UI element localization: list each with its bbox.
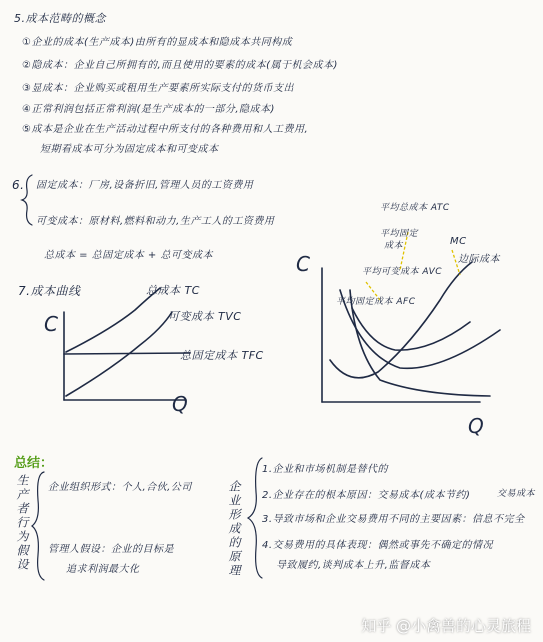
summary-title: 总结： [14, 456, 54, 471]
assumption-line-2: 追求利润最大化 [66, 564, 140, 575]
atc-label: 平均总成本 ATC [380, 203, 450, 213]
section5-item-5: ⑤成本是企业在生产活动过程中所支付的各种费用和人工费用, [22, 124, 309, 135]
assumption-line-1: 管理人假设：企业的目标是 [48, 544, 174, 555]
avc-label: 平均可变成本 AVC [362, 267, 443, 277]
total-cost-formula: 总成本 = 总固定成本 + 总可变成本 [44, 250, 213, 261]
section5-item-3: ③显成本：企业购买或租用生产要素所实际支付的货币支出 [22, 83, 294, 94]
section5-item-1: ①企业的成本(生产成本)由所有的显成本和隐成本共同构成 [22, 37, 293, 48]
section5-item-2: ②隐成本：企业自己所拥有的,而且使用的要素的成本(属于机会成本) [22, 60, 338, 71]
right-chart-x-label: Q [468, 414, 484, 438]
section5-item-4: ④正常利润包括正常利润(是生产成本的一部分,隐成本) [22, 104, 275, 115]
tc-label: 总成本 TC [146, 284, 200, 297]
left-chart-y-label: C [44, 312, 58, 336]
tvc-label: 可变成本 TVC [168, 310, 242, 323]
section5-item-6: 短期看成本可分为固定成本和可变成本 [40, 144, 219, 155]
summary-point-1: 1.企业和市场机制是替代的 [262, 464, 389, 475]
avg-fixed-label-bottom: 成本 [384, 241, 404, 251]
right-chart-y-label: C [296, 252, 310, 276]
section7-heading: 7.成本曲线 [18, 284, 81, 298]
summary-point-2: 2.企业存在的根本原因：交易成本(成本节约) [262, 490, 471, 501]
section5-heading: 5.成本范畴的概念 [14, 12, 106, 25]
variable-cost-text: 可变成本：原材料,燃料和动力,生产工人的工资费用 [36, 216, 275, 227]
org-forms-text: 企业组织形式：个人,合伙,公司 [48, 482, 192, 493]
summary-right-vertical: 企业形成的原理 [227, 480, 241, 578]
mc-label: MC [450, 236, 467, 247]
summary-point-4: 4.交易费用的具体表现：偶然或事先不确定的情况 [262, 540, 494, 551]
avg-fixed-label-top: 平均固定 [380, 229, 419, 239]
summary-left-vertical: 生产者行为假设 [15, 474, 29, 572]
section6-number: 6. [12, 178, 25, 192]
tfc-label: 总固定成本 TFC [180, 349, 264, 362]
summary-point-5: 导致履约,谈判成本上升,监督成本 [276, 560, 431, 571]
zhihu-watermark: 知乎 @小禽兽的心灵旅程 [361, 617, 531, 635]
afc-label: 平均固定成本 AFC [336, 297, 416, 307]
mc-description: 边际成本 [458, 254, 500, 265]
summary-point-3: 3.导致市场和企业交易费用不同的主要因素：信息不完全 [262, 514, 525, 525]
fixed-cost-text: 固定成本：厂房,设备折旧,管理人员的工资费用 [36, 180, 254, 191]
summary-small-note: 交易成本 [497, 489, 536, 499]
left-chart-x-label: Q [172, 392, 188, 416]
